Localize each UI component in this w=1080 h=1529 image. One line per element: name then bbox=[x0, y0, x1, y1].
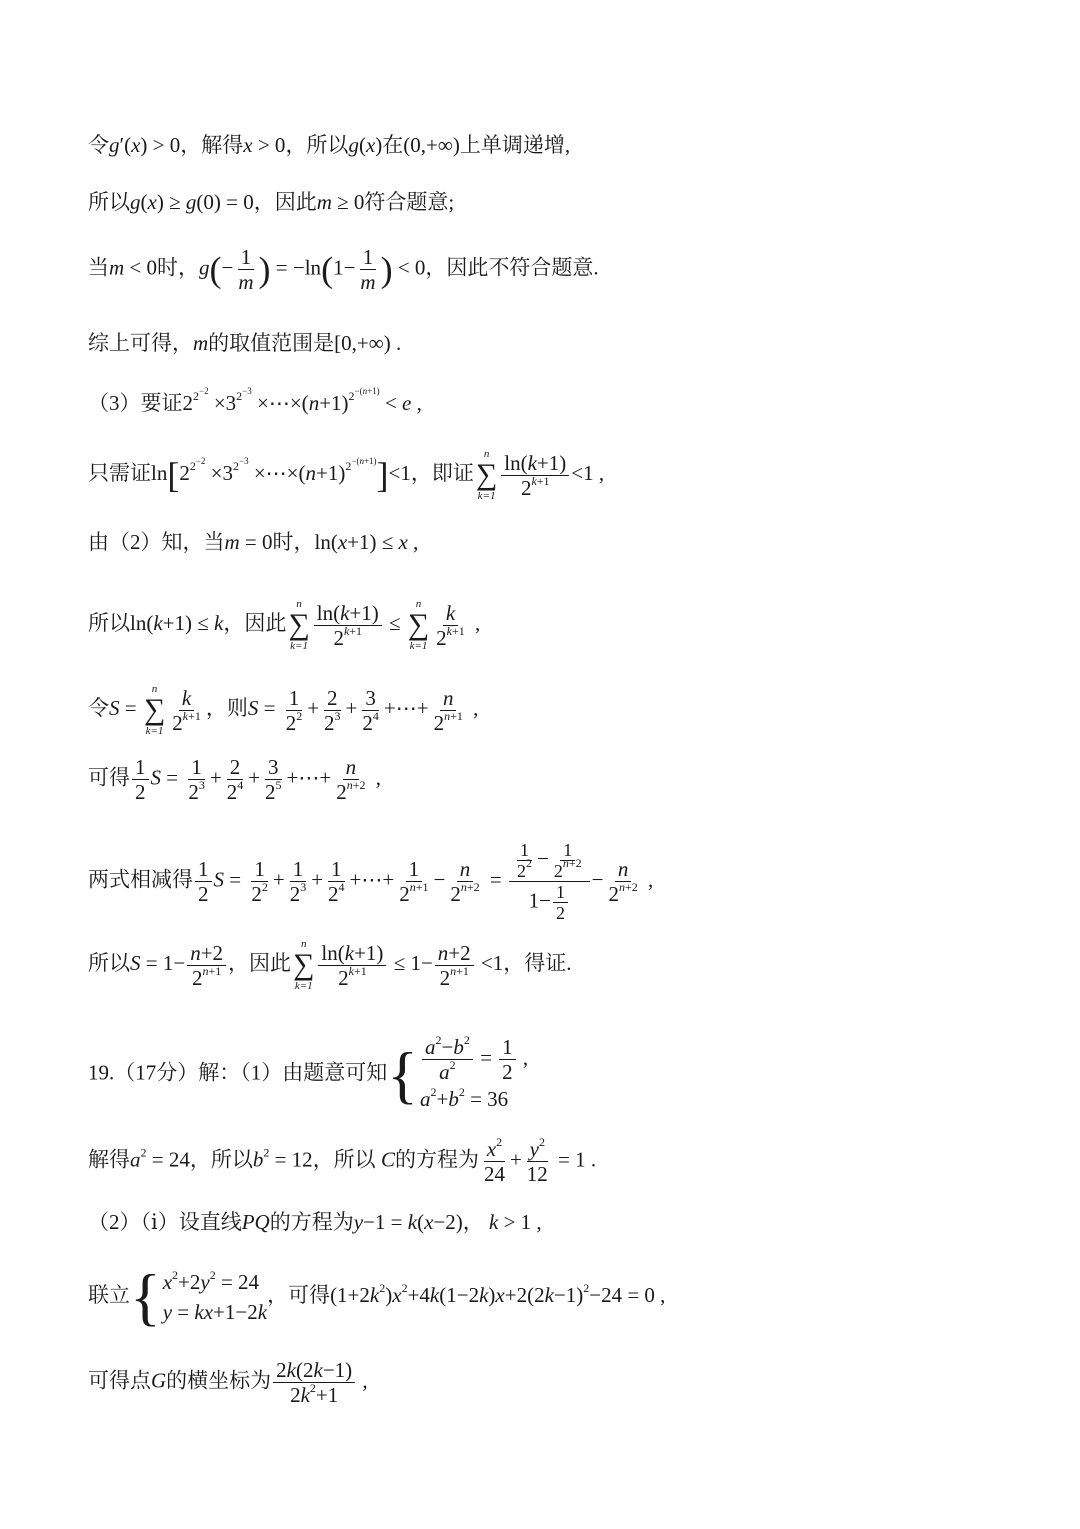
line-17: 可得点G的横坐标为 $\frac{2k(2k-1)}{2k^2+1}$ , bbox=[88, 1358, 368, 1407]
line-5: （3）要证$2^{2^{-2}} \times 3^{2^{-3}}$ $\times\cdots\times(n+1)^{2^{-(n+1)}} < e$ , bbox=[88, 386, 422, 415]
line-15: （2）（ⅰ）设直线PQ的方程为y−1 = k(x−2)， k > 1 , bbox=[88, 1210, 542, 1234]
line-8: 所以ln(k+1) ≤ k，因此 n ∑ k=1 $\frac{\ln(k+1)}{2^{k+1}}$ ≤ n ∑ k=1 $\frac{k}{2^{k+1}}$ , bbox=[88, 598, 481, 652]
line-10: 可得 $\frac{1}{2}$ S = $\frac{1}{2^3}$ + $\frac{2}{2^4}$ + $\frac{3}{2^5}$ +⋯+ $\frac{n}{2^{n+2}}$ , bbox=[88, 755, 381, 804]
line-9: 令S = n ∑ k=1 $\frac{k}{2^{k+1}}$ ，则S = $\frac{1}{2^2}$ + $\frac{2}{2^3}$ + $\frac{3}{2^4}$ +⋯+ $\frac{n}{2^{n+1}}$ , bbox=[88, 683, 479, 737]
line-3: 当m < 0时，g(− $\frac{1}{m}$ ) = −ln(1− $\frac{1}{m}$ ) < 0，因此不符合题意. bbox=[88, 245, 599, 294]
line-1: 令g′(x) > 0，解得x > 0，所以g(x)在(0,+∞)上单调递增, bbox=[88, 133, 571, 157]
line-11: 两式相减得 $\frac{1}{2}$ S = $\frac{1}{2^2}$ + $\frac{1}{2^3}$ + $\frac{1}{2^4}$ +⋯+ $\frac{1}{2^{n+1}}$ − $\frac{n}{2^{n+2}}$ = $\frac{1}{2^2}$ − $\frac{1}{2^{n+2}}$ 1− $\frac{1}{2}$ − $\frac{n}{2^{n+2}}$ , bbox=[88, 840, 654, 923]
line-6: 只需证$\ln[2^{2^{-2}} \times 3^{2^{-3}}$ $\times\cdots\times(n+1)^{2^{-(n+1)}}]<1$，即证 n ∑ k=1 $\frac{\ln(k+1)}{2^{k+1}}$ <1 , bbox=[88, 448, 605, 502]
line-13: 19.（17分）解：（1）由题意可知{ $\frac{a^2-b^2}{a^2}$ = $\frac{1}{2}$ , $a^2+b^2 = 36$ bbox=[88, 1033, 529, 1111]
line-14: 解得$a^2 = 24$，所以$b^2 = 12$，所以 C的方程为 $\frac{x^2}{24}$ + $\frac{y^2}{12}$ = 1 . bbox=[88, 1135, 597, 1186]
line-7: 由（2）知，当m = 0时，ln(x+1) ≤ x , bbox=[88, 530, 419, 554]
line-12: 所以S = 1− $\frac{n+2}{2^{n+1}}$ ，因此 n ∑ k=1 $\frac{\ln(k+1)}{2^{k+1}}$ ≤ 1− $\frac{n+2}{2^{n+1}}$ <1，得证. bbox=[88, 938, 572, 992]
line-2: 所以g(x) ≥ g(0) = 0，因此m ≥ 0符合题意; bbox=[88, 190, 455, 214]
line-16: 联立{ $x^2+2y^2 = 24$ y = kx+1−2k ，可得$(1+2k^2)x^2+4k(1-2k)x+2(2k-1)^2-24 = 0$ , bbox=[88, 1261, 666, 1332]
line-4: 综上可得，m的取值范围是[0,+∞) . bbox=[88, 331, 402, 355]
